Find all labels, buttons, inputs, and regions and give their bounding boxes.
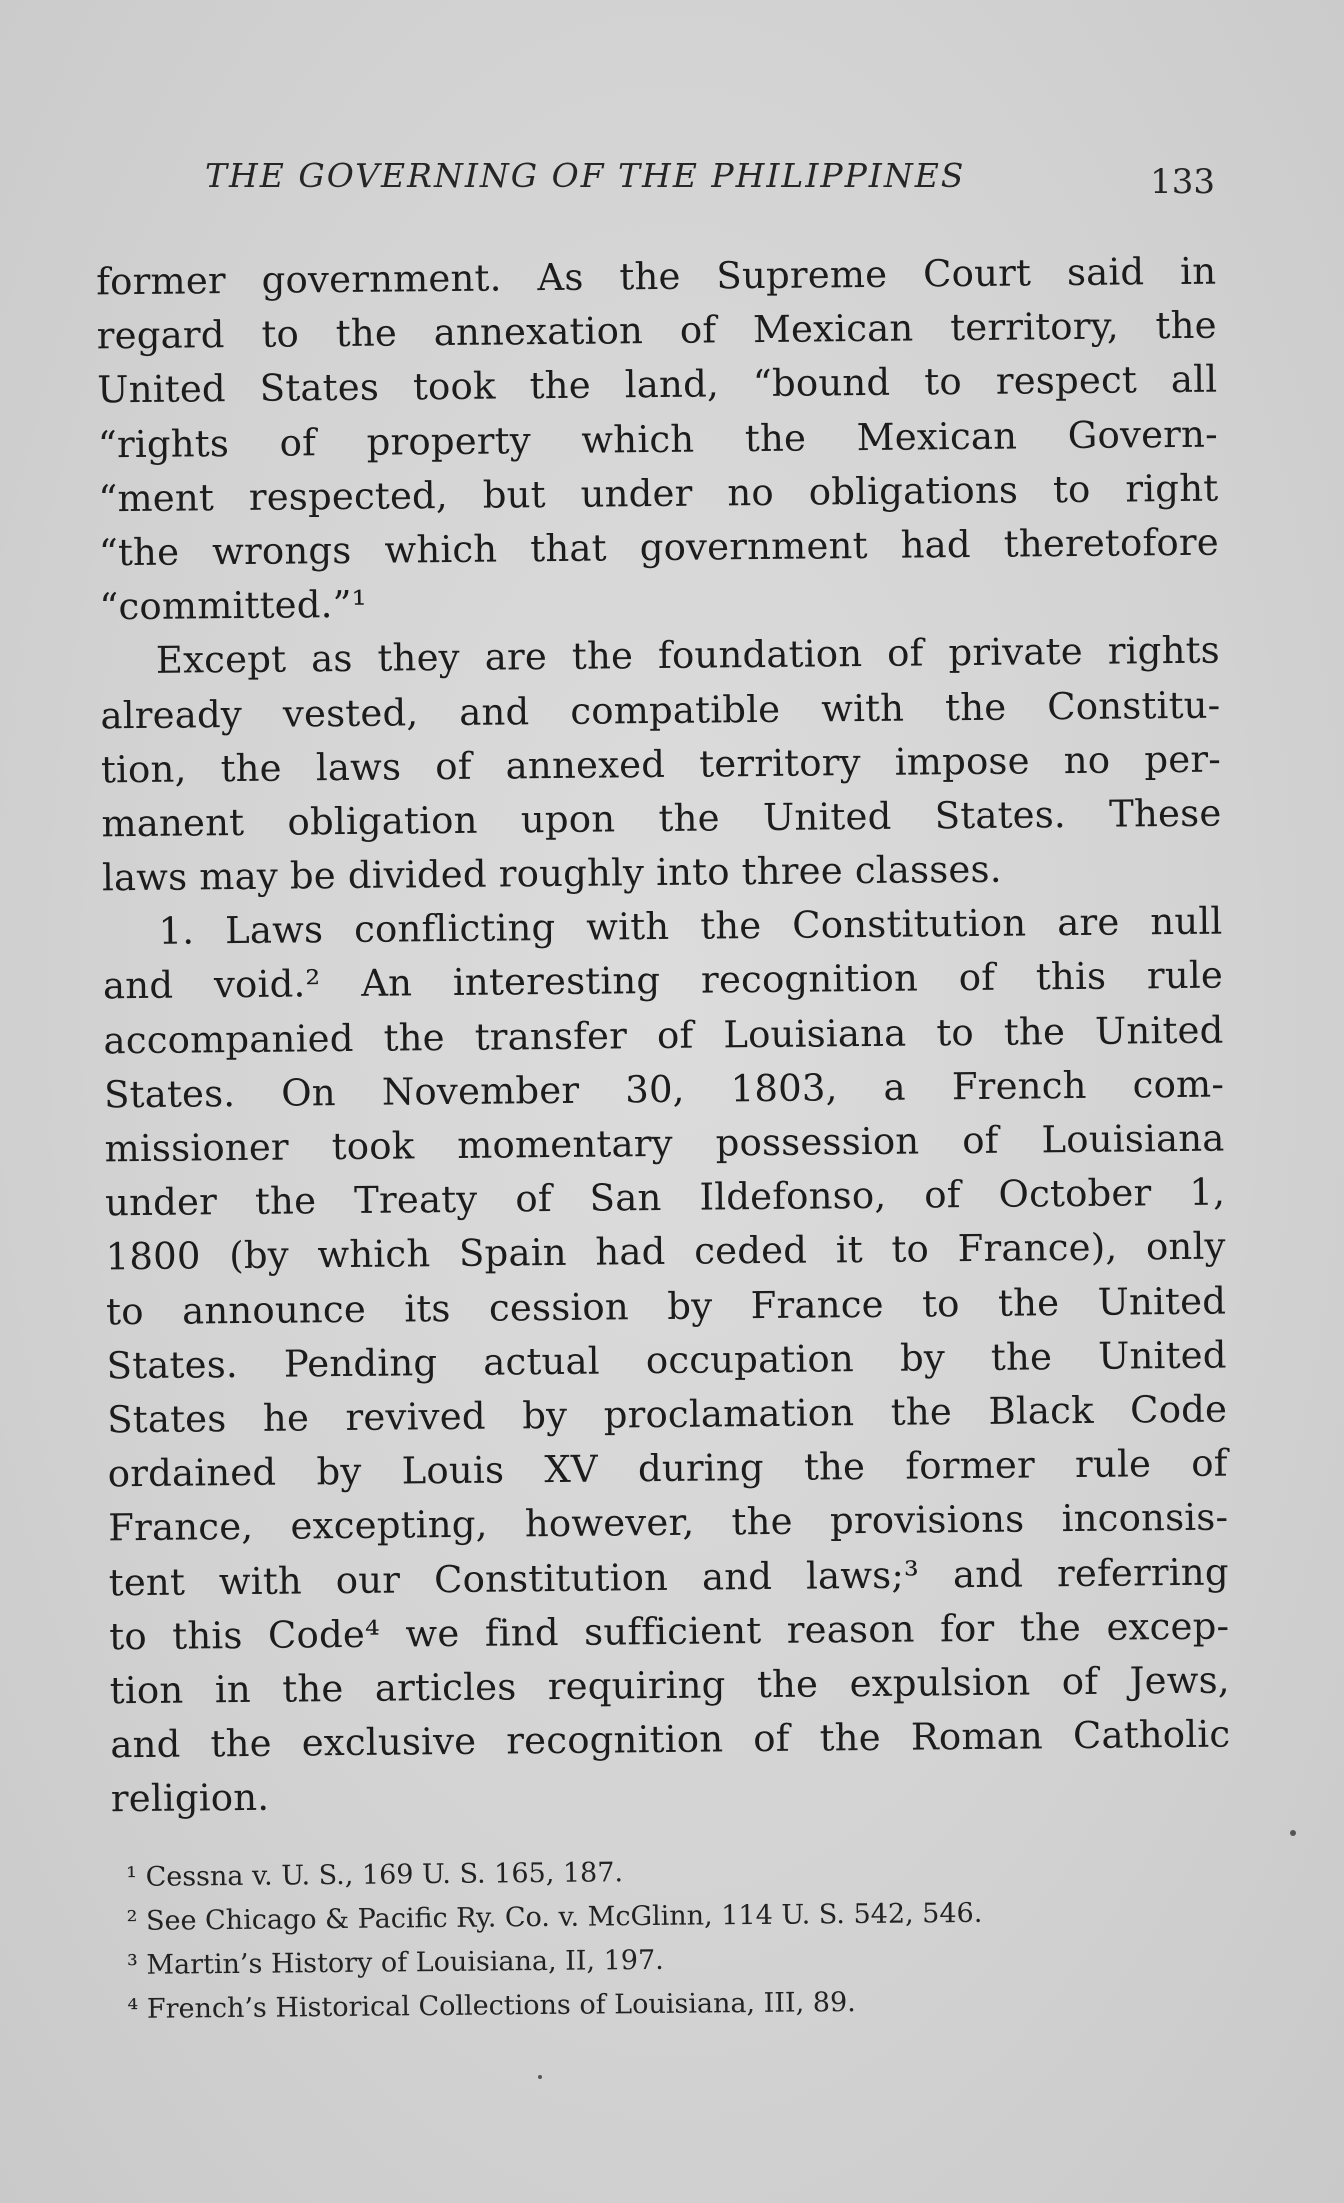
- footnote: ³ Martin’s History of Louisiana, II, 197.: [126, 1944, 664, 1981]
- text-line: former government. As the Supreme Court said in: [96, 249, 1217, 304]
- text-line: under the Treaty of San Ildefonso, of October 1,: [104, 1170, 1226, 1225]
- text-line: France, excepting, however, the provisions inconsis-: [108, 1495, 1229, 1550]
- footnote: ² See Chicago & Pacific Ry. Co. v. McGlinn, 114 U. S. 542, 546.: [126, 1897, 983, 1937]
- text-line: United States took the land, “bound to respect all: [97, 357, 1218, 412]
- footnote: ⁴ French’s Historical Collections of Louisiana, III, 89.: [127, 1987, 856, 2025]
- text-line: and void.² An interesting recognition of this rule: [102, 954, 1224, 1008]
- text-line: “committed.”¹: [99, 582, 367, 629]
- speck-mark: [538, 2075, 542, 2079]
- text-line: States he revived by proclamation the Black Code: [106, 1387, 1228, 1442]
- text-line: States. On November 30, 1803, a French com-: [103, 1062, 1225, 1117]
- text-line: “rights of property which the Mexican Govern-: [97, 412, 1218, 466]
- text-line: “ment respected, but under no obligations to right: [98, 466, 1219, 521]
- text-line: accompanied the transfer of Louisiana to the United: [103, 1008, 1224, 1062]
- text-line: manent obligation upon the United States. These: [101, 791, 1222, 846]
- text-line: tion, the laws of annexed territory impose no per-: [100, 737, 1222, 792]
- running-title: THE GOVERNING OF THE PHILIPPINES: [205, 156, 966, 195]
- text-line: missioner took momentary possession of Louisiana: [104, 1116, 1225, 1171]
- running-head: [205, 150, 1215, 210]
- body-text: [96, 245, 1231, 1827]
- text-line: to announce its cession by France to the United: [105, 1279, 1227, 1333]
- text-line: religion.: [110, 1776, 270, 1821]
- footnote: ¹ Cessna v. U. S., 169 U. S. 165, 187.: [126, 1857, 624, 1893]
- text-line: laws may be divided roughly into three classes.: [101, 847, 1002, 900]
- footnotes: [126, 1845, 1228, 2032]
- text-line: already vested, and compatible with the Constitu-: [100, 683, 1221, 737]
- text-line: ordained by Louis XV during the former rule of: [107, 1441, 1228, 1496]
- text-line: tent with our Constitution and laws;³ and referring: [108, 1550, 1229, 1604]
- text-line: 1800 (by which Spain had ceded it to France), only: [105, 1224, 1226, 1279]
- text-line: “the wrongs which that government had theretofore: [98, 520, 1220, 575]
- text-line: tion in the articles requiring the expulsion of Jews,: [109, 1658, 1230, 1713]
- text-line: States. Pending actual occupation by the United: [106, 1333, 1227, 1388]
- text-line: to this Code⁴ we find sufficient reason for the excep-: [109, 1604, 1230, 1658]
- text-line: and the exclusive recognition of the Roman Catholic: [110, 1712, 1231, 1767]
- paragraph-first-line: Except as they are the foundation of private rights: [155, 628, 1221, 683]
- text-line: regard to the annexation of Mexican territory, the: [96, 303, 1217, 358]
- speck-mark: [1290, 1830, 1296, 1836]
- paragraph-first-line: 1. Laws conflicting with the Constitution are null: [158, 899, 1223, 954]
- page-number: 133: [1150, 162, 1215, 202]
